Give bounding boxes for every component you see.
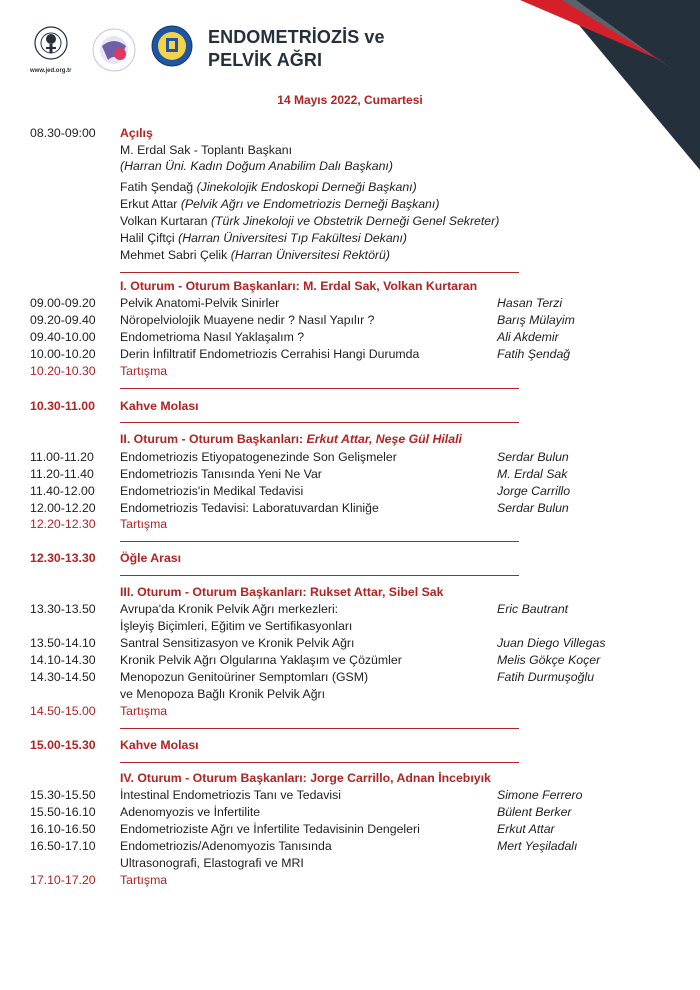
opening-speaker-name: Fatih Şendağ xyxy=(120,180,194,194)
harran-university-logo-icon xyxy=(150,24,194,70)
agenda-topic: Avrupa'da Kronik Pelvik Ağrı merkezleri: xyxy=(120,602,339,616)
agenda-time: 15.30-15.50 xyxy=(30,788,96,802)
break-time: 10.30-11.00 xyxy=(30,399,95,413)
agenda-speaker: Juan Diego Villegas xyxy=(497,636,606,650)
agenda-speaker: Barış Mülayim xyxy=(497,313,575,327)
agenda-topic: Kronik Pelvik Ağrı Olgularına Yaklaşım ve Çözümler xyxy=(120,653,402,667)
pelvic-pain-society-logo-icon xyxy=(88,24,136,76)
opening-speaker-role: (Harran Üniversitesi Tıp Fakültesi Dekanı) xyxy=(178,231,408,245)
session-title: III. Oturum xyxy=(120,585,182,599)
agenda-topic: Endometriozis Tanısında Yeni Ne Var xyxy=(120,467,322,481)
opening-speaker-name: Halil Çiftçi xyxy=(120,231,175,245)
agenda-topic: Santral Sensitizasyon ve Kronik Pelvik Ağrı xyxy=(120,636,355,650)
agenda-topic: Endometriozis'in Medikal Tedavisi xyxy=(120,484,304,498)
divider xyxy=(120,575,519,576)
chair-name: M. Erdal Sak - Toplantı Başkanı xyxy=(120,143,293,157)
break-time: 12.30-13.30 xyxy=(30,551,96,565)
break-label: Öğle Arası xyxy=(120,551,182,565)
agenda-time: 13.30-13.50 xyxy=(30,602,96,616)
discussion-label: Tartışma xyxy=(120,517,168,531)
agenda-topic: Endometriozis Etiyopatogenezinde Son Gelişmeler xyxy=(120,450,397,464)
agenda-time: 09.20-09.40 xyxy=(30,313,96,327)
agenda-speaker: Serdar Bulun xyxy=(497,450,569,464)
divider xyxy=(120,388,519,389)
agenda-speaker: Jorge Carrillo xyxy=(497,484,571,498)
divider xyxy=(120,541,519,542)
page-title xyxy=(208,26,385,72)
agenda-topic-line2: İşleyiş Biçimleri, Eğitim ve Sertifikasyonları xyxy=(120,619,353,633)
agenda-topic: Pelvik Anatomi-Pelvik Sinirler xyxy=(120,296,280,310)
logo-url-text: www.jed.org.tr xyxy=(30,68,72,74)
agenda-time: 11.20-11.40 xyxy=(30,467,94,481)
divider xyxy=(120,272,519,273)
opening-speaker-role: (Jinekolojik Endoskopi Derneği Başkanı) xyxy=(196,180,417,194)
opening-speaker-name: Volkan Kurtaran xyxy=(120,214,208,228)
agenda-topic: Endometrioziste Ağrı ve İnfertilite Tedavisinin Dengeleri xyxy=(120,822,420,836)
discussion-label: Tartışma xyxy=(120,873,168,887)
agenda-speaker: Melis Gökçe Koçer xyxy=(497,653,601,667)
agenda-time: 13.50-14.10 xyxy=(30,636,96,650)
discussion-label: Tartışma xyxy=(120,364,168,378)
agenda-time: 15.50-16.10 xyxy=(30,805,96,819)
opening-speaker-role: (Harran Üniversitesi Rektörü) xyxy=(230,248,390,262)
agenda-speaker: Fatih Durmuşoğlu xyxy=(497,670,595,684)
agenda-time: 09.00-09.20 xyxy=(30,296,96,310)
divider xyxy=(120,728,519,729)
agenda-time: 12.00-12.20 xyxy=(30,501,96,515)
agenda-time: 16.50-17.10 xyxy=(30,839,96,853)
session-chairs: - Oturum Başkanları: M. Erdal Sak, Volkan Kurtaran xyxy=(174,279,478,293)
agenda-topic: Endometriozis Tedavisi: Laboratuvardan Kliniğe xyxy=(120,501,379,515)
agenda-topic: İntestinal Endometriozis Tanı ve Tedavisi xyxy=(120,788,342,802)
discussion-time: 12.20-12.30 xyxy=(30,517,96,531)
session-title: IV. Oturum xyxy=(120,771,182,785)
session-chairs: - Oturum Başkanları: Jorge Carrillo, Adnan İncebıyık xyxy=(181,771,491,785)
agenda-speaker: Simone Ferrero xyxy=(497,788,583,802)
title-line-2: PELVİK AĞRI xyxy=(208,50,323,70)
title-line-1: ENDOMETRİOZİS ve xyxy=(208,27,385,47)
agenda-topic-line2: ve Menopoza Bağlı Kronik Pelvik Ağrı xyxy=(120,687,326,701)
opening-label: Açılış xyxy=(120,126,153,140)
agenda-topic: Menopozun Genitoüriner Semptomları (GSM) xyxy=(120,670,369,684)
divider xyxy=(120,422,519,423)
discussion-label: Tartışma xyxy=(120,704,168,718)
session-chairs: Erkut Attar, Neşe Gül Hilali xyxy=(306,432,462,446)
agenda-speaker: Eric Bautrant xyxy=(497,602,569,616)
discussion-time: 14.50-15.00 xyxy=(30,704,96,718)
break-label: Kahve Molası xyxy=(120,738,199,752)
agenda-topic: Nöropelviolojik Muayene nedir ? Nasıl Yapılır ? xyxy=(120,313,375,327)
break-time: 15.00-15.30 xyxy=(30,738,96,752)
opening-speaker-name: Mehmet Sabri Çelik xyxy=(120,248,228,262)
agenda-speaker: Mert Yeşiladalı xyxy=(497,839,578,853)
opening-speaker-name: Erkut Attar xyxy=(120,197,178,211)
session-chairs: - Oturum Başkanları: Rukset Attar, Sibel Sak xyxy=(181,585,444,599)
divider xyxy=(120,762,519,763)
agenda-speaker: M. Erdal Sak xyxy=(497,467,568,481)
agenda-speaker: Ali Akdemir xyxy=(497,330,559,344)
agenda-speaker: Serdar Bulun xyxy=(497,501,569,515)
agenda-time: 10.00-10.20 xyxy=(30,347,96,361)
opening-speaker-role: (Türk Jinekoloji ve Obstetrik Derneği Genel Sekreter) xyxy=(210,214,500,228)
opening-speaker-role: (Pelvik Ağrı ve Endometriozis Derneği Başkanı) xyxy=(180,197,440,211)
agenda-topic: Derin İnfiltratif Endometriozis Cerrahisi Hangi Durumda xyxy=(120,347,420,361)
agenda-time: 11.40-12.00 xyxy=(30,484,95,498)
agenda-topic: Endometrioma Nasıl Yaklaşalım ? xyxy=(120,330,305,344)
agenda-speaker: Erkut Attar xyxy=(497,822,555,836)
agenda-time: 11.00-11.20 xyxy=(30,450,94,464)
session-chairs-prefix: - Oturum Başkanları: xyxy=(178,432,307,446)
chair-role: (Harran Üni. Kadın Doğum Anabilim Dalı Başkanı) xyxy=(120,159,393,173)
discussion-time: 10.20-10.30 xyxy=(30,364,96,378)
agenda-time: 16.10-16.50 xyxy=(30,822,96,836)
agenda-speaker: Fatih Şendağ xyxy=(497,347,571,361)
discussion-time: 17.10-17.20 xyxy=(30,873,96,887)
agenda-time: 14.10-14.30 xyxy=(30,653,96,667)
break-label: Kahve Molası xyxy=(120,399,199,413)
corner-decoration xyxy=(480,0,700,170)
opening-time: 08.30-09:00 xyxy=(30,126,96,140)
event-date: 14 Mayıs 2022, Cumartesi xyxy=(277,93,423,107)
agenda-topic: Endometriozis/Adenomyozis Tanısında xyxy=(120,839,332,853)
agenda-time: 14.30-14.50 xyxy=(30,670,96,684)
session-title: II. Oturum xyxy=(120,432,179,446)
agenda-speaker: Hasan Terzi xyxy=(497,296,563,310)
session-title: I. Oturum xyxy=(120,279,175,293)
agenda-topic: Adenomyozis ve İnfertilite xyxy=(120,805,261,819)
agenda-speaker: Bülent Berker xyxy=(497,805,572,819)
agenda-topic-line2: Ultrasonografi, Elastografi ve MRI xyxy=(120,856,304,870)
agenda-time: 09.40-10.00 xyxy=(30,330,96,344)
